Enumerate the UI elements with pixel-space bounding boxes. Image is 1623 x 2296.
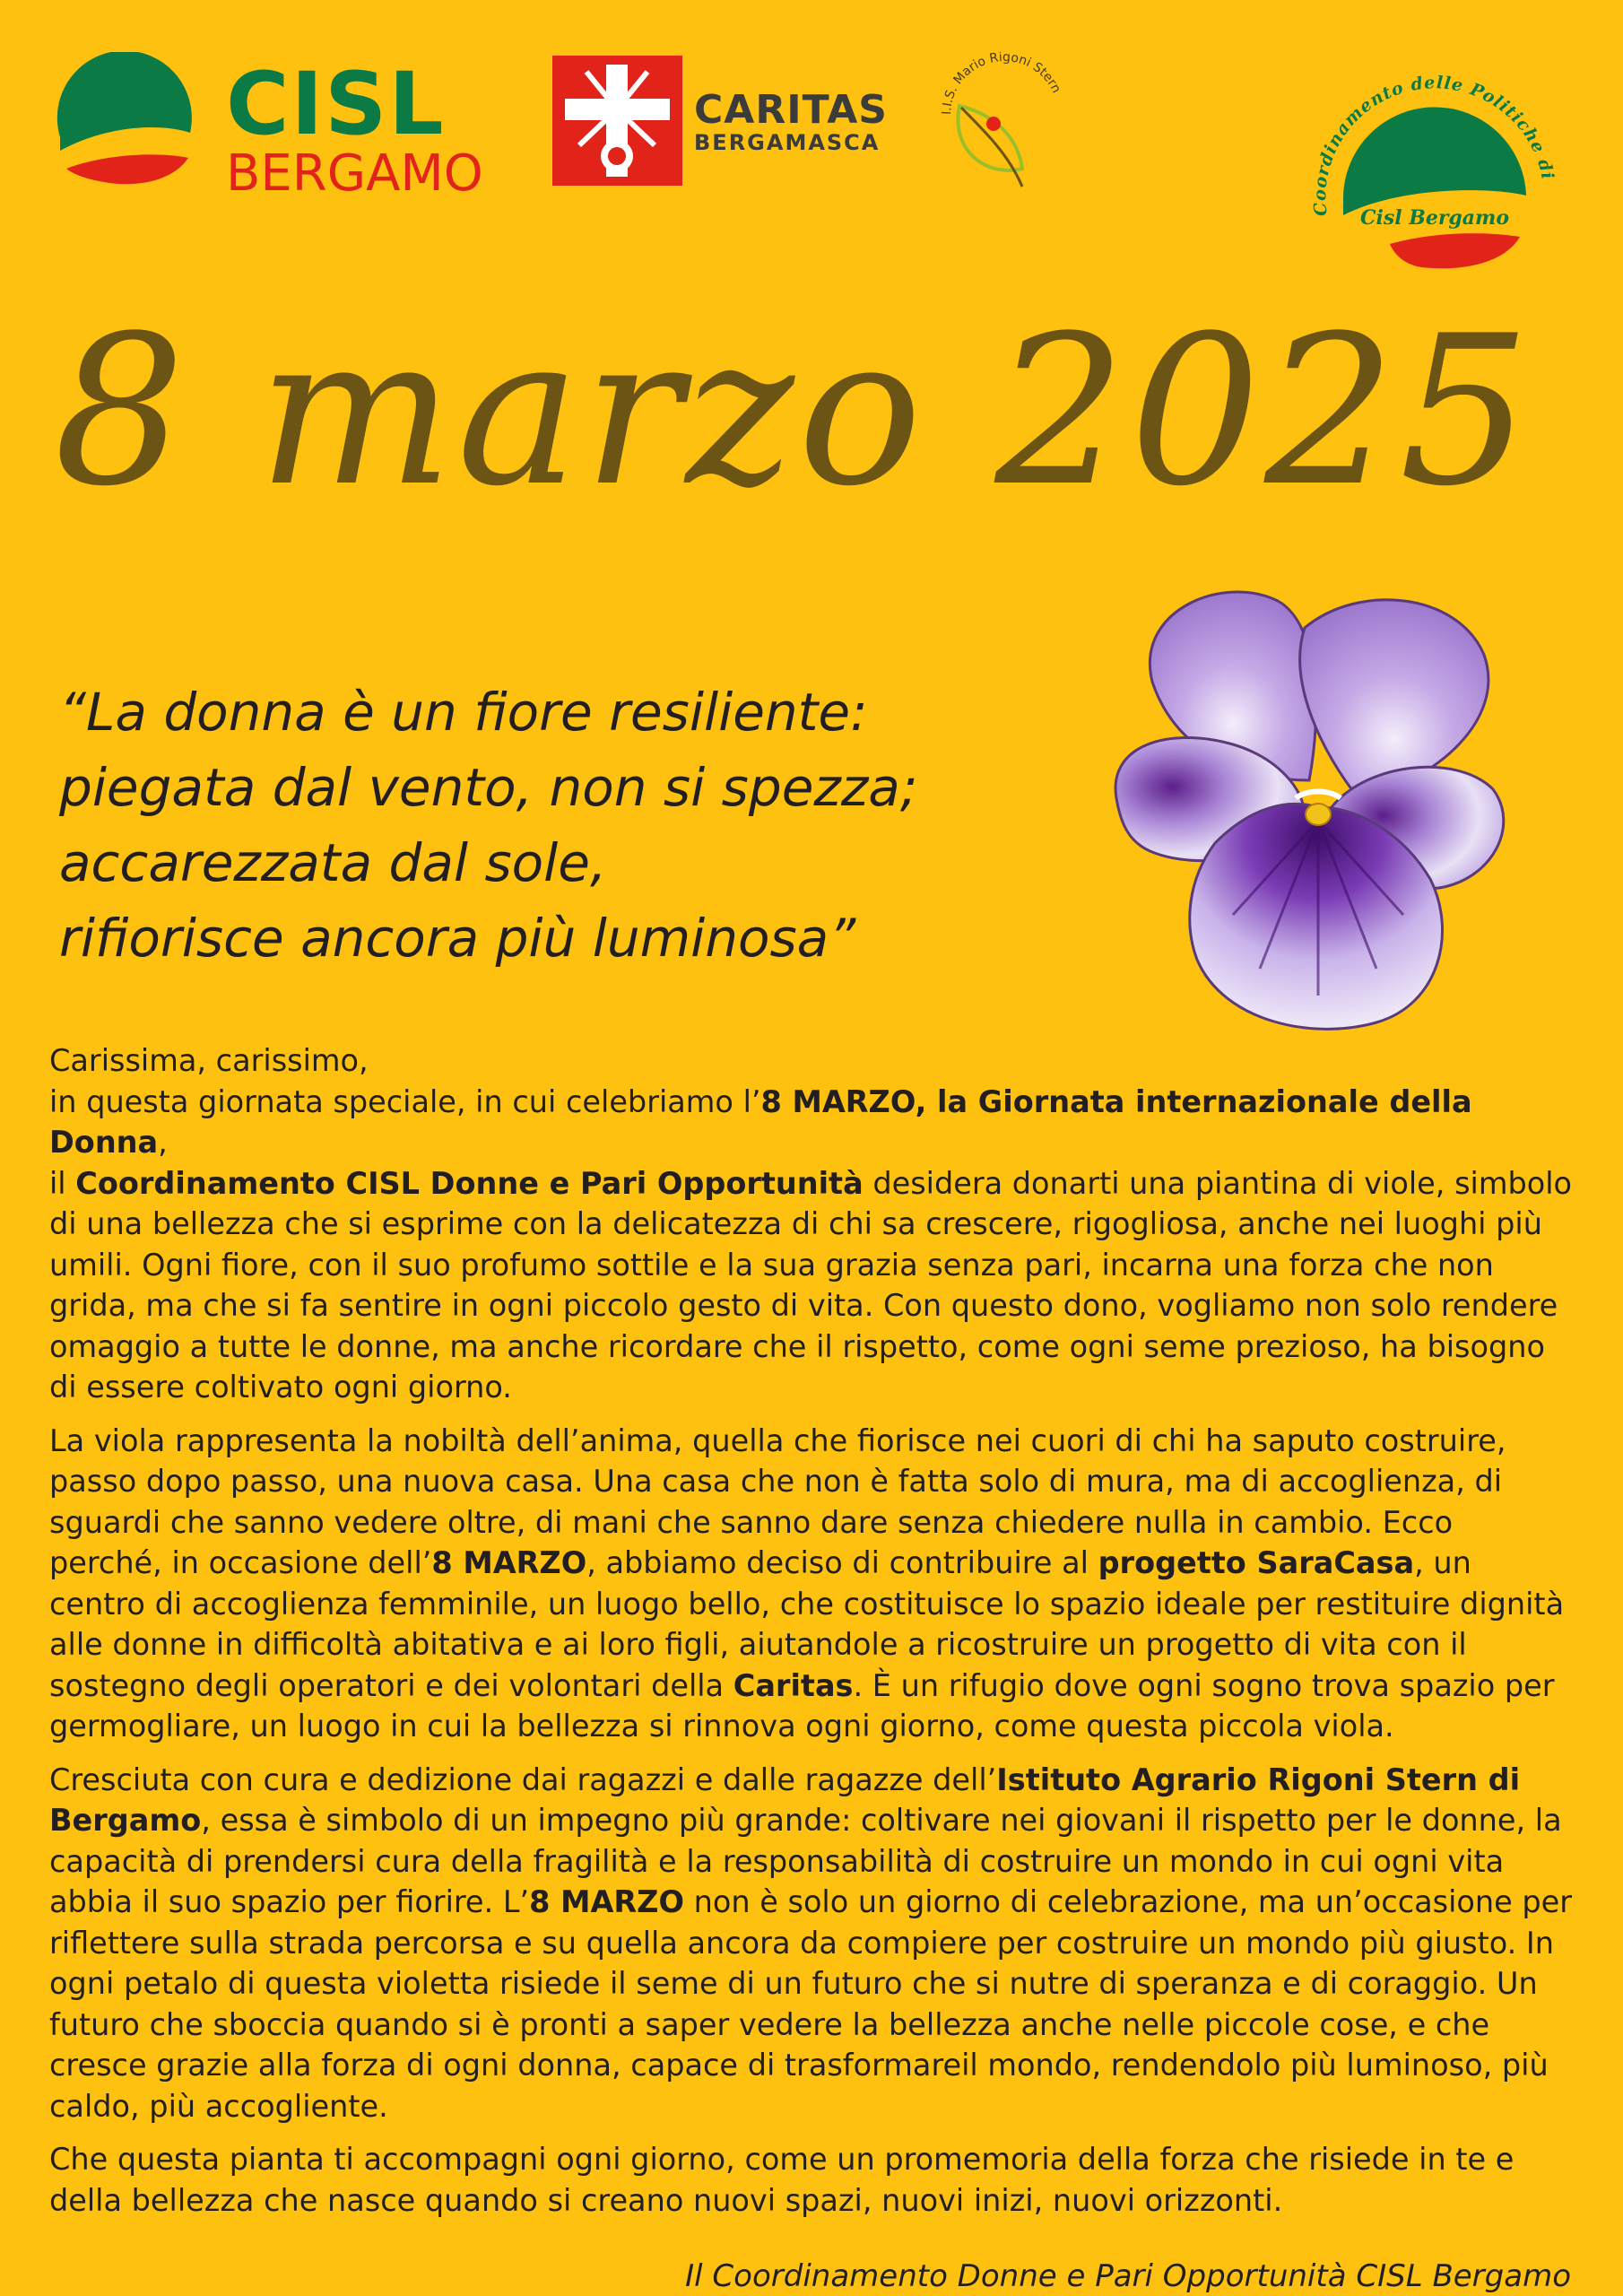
coordinamento-center-text: Cisl Bergamo: [1359, 206, 1510, 230]
text-run: , un centro di accoglienza femminile, un luogo bello, che costituisce lo spazio ideale per restituire dignità alle donne in difficoltà abitativa e ai loro figli, aiutandole a ricostruire un progetto di vita con il sostegno degli operatori e dei volontari della: [49, 1545, 1565, 1703]
text-run: Cresciuta con cura e dedizione dai ragazzi e dalle ragazze dell’: [49, 1761, 997, 1797]
letter-greeting: Carissima, carissimo,: [49, 1043, 369, 1078]
cisl-emblem-icon: [56, 52, 199, 196]
quote-line: accarezzata dal sole,: [59, 832, 607, 893]
text-run: in questa giornata speciale, in cui celebriamo l’: [49, 1083, 761, 1119]
letter-paragraph: [49, 1421, 1574, 1747]
quote-line: rifiorisce ancora più luminosa”: [59, 908, 856, 969]
bold-run: Coordinamento CISL Donne e Pari Opportunità: [75, 1165, 864, 1201]
text-run: , abbiamo deciso di contribuire al: [586, 1545, 1098, 1580]
text-run: . È un rifugio dove ogni sogno trova spazio per germogliare, un luogo in cui la bellezza si rinnova ogni giorno, come questa piccola viola.: [49, 1667, 1555, 1744]
leaf-icon: [933, 52, 1076, 196]
letter-paragraph: [49, 1760, 1574, 2127]
text-run: non è solo un giorno di celebrazione, ma un’occasione per riflettere sulla strada percorsa e su quella ancora da compiere per costruire un mondo più giusto. In ogni petalo di questa violetta risiede il seme di un futuro che si nutre di speranza e di coraggio. Un futuro che sboccia quando si è pronti a saper vedere la bellezza anche nelle piccole cose, e che cresce grazie alla forza di ogni donna, capace di trasformareil mondo, rendendolo più luminoso, più caldo, più accogliente.: [49, 1884, 1573, 2124]
violet-flower-icon: [1098, 574, 1538, 1058]
letter-paragraph: Che questa pianta ti accompagni ogni giorno, come un promemoria della forza che risiede in te e della bellezza che nasce quando si creano nuovi spazi, nuovi inizi, nuovi orizzonti.: [49, 2142, 1515, 2218]
text-run: desidera donarti una piantina di viole, simbolo di una bellezza che si esprime con la delicatezza di chi sa crescere, rigogliosa, anche nei luoghi più umili. Ogni fiore, con il suo profumo sottile e la sua grazia senza pari, incarna una forza che non grida, ma che si fa sentire in ogni piccolo gesto di vita. Con questo dono, vogliamo non solo rendere omaggio a tutte le donne, ma anche ricordare che il rispetto, come ogni seme prezioso, ha bisogno di essere coltivato ogni giorno.: [49, 1165, 1573, 1405]
bold-run: Istituto Agrario Rigoni Stern di Bergamo: [49, 1761, 1521, 1838]
quote-line: “La donna è un fiore resiliente:: [59, 682, 868, 743]
text-run: il: [49, 1165, 76, 1201]
caritas-bergamasca-logo: [552, 56, 888, 190]
caritas-logo-line2: BERGAMASCA: [694, 130, 881, 155]
school-logo-text: I.I.S. Mario Rigoni Stern: [939, 52, 1064, 116]
bold-run: 8 MARZO, la Giornata internazionale della Donna: [49, 1083, 1472, 1160]
quote-line: piegata dal vento, non si spezza;: [59, 757, 918, 818]
letter-body: [49, 1040, 1574, 2233]
caritas-logo-line1: CARITAS: [694, 87, 888, 133]
rigoni-stern-school-logo: [933, 52, 1076, 196]
caritas-cross-icon: [552, 56, 682, 186]
bold-run: Caritas: [733, 1667, 854, 1703]
cisl-logo-line1: CISL: [226, 54, 446, 154]
text-run: La viola rappresenta la nobiltà dell’anima, quella che fiorisce nei cuori di chi ha saputo costruire, passo dopo passo, una nuova casa. Una casa che non è fatta solo di mura, ma di accoglienza, di sguardi che sanno vedere oltre, di mani che sanno dare senza chiedere nulla in cambio. Ecco perché, in occasione dell’: [49, 1422, 1506, 1580]
logo-bar: [0, 0, 1623, 296]
coordinamento-arc-text: Coordinamento delle Politiche di: [1310, 73, 1558, 217]
bold-run: 8 MARZO: [431, 1545, 587, 1580]
page-title: 8 marzo 2025: [54, 292, 1534, 532]
text-run: , essa è simbolo di un impegno più grande: coltivare nei giovani il rispetto per le donne, la capacità di prendersi cura della fragilità e la responsabilità di costruire un mondo in cui ogni vita abbia il suo spazio per fiorire. L’: [49, 1803, 1562, 1919]
signature: Il Coordinamento Donne e Pari Opportunità CISL Bergamo: [685, 2258, 1571, 2294]
bold-run: progetto SaraCasa: [1098, 1545, 1415, 1580]
quote: [59, 674, 1099, 976]
text-run: ,: [158, 1125, 168, 1160]
bold-run: 8 MARZO: [529, 1884, 684, 1919]
letter-paragraph: [49, 1040, 1574, 1408]
cisl-logo-line2: BERGAMO: [226, 144, 483, 203]
cisl-bergamo-logo: [56, 52, 483, 204]
coordinamento-politiche-genere-logo: [1300, 45, 1569, 287]
